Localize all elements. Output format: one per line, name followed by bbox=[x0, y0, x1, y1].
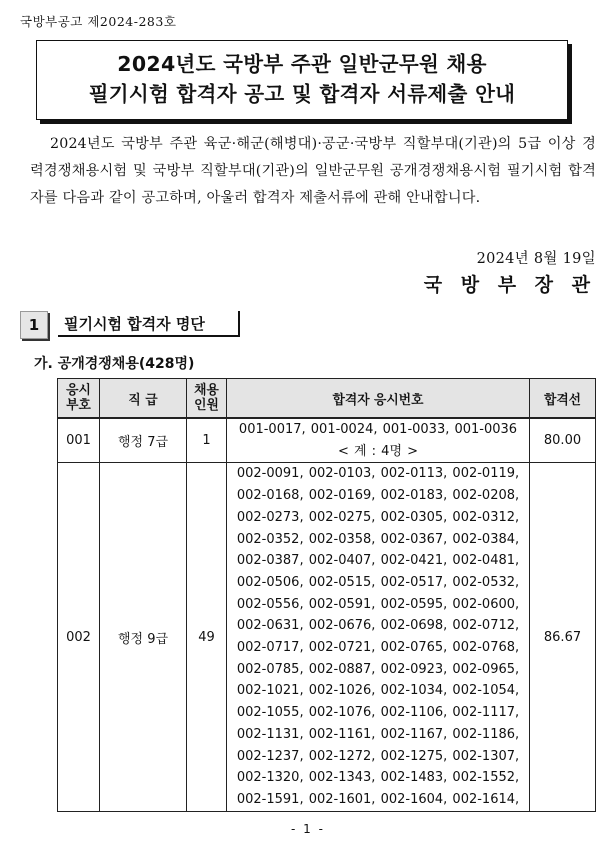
passer-number-line: 002-1021, 002-1026, 002-1034, 002-1054, bbox=[236, 683, 520, 699]
header-cutoff: 합격선 bbox=[530, 379, 596, 419]
header-exam-code-line1: 응시 bbox=[66, 383, 91, 398]
cell-exam-code: 001 bbox=[58, 418, 100, 463]
cell-passer-numbers bbox=[227, 463, 530, 811]
passer-number-line: 002-1591, 002-1601, 002-1604, 002-1614, bbox=[236, 791, 520, 807]
cell-rank: 행정 9급 bbox=[100, 463, 187, 811]
passer-number-line: 002-0785, 002-0887, 002-0923, 002-0965, bbox=[236, 661, 520, 677]
passer-number-line: 002-0168, 002-0169, 002-0183, 002-0208, bbox=[236, 488, 520, 504]
table-row bbox=[58, 463, 596, 811]
header-exam-code bbox=[58, 379, 100, 419]
table-row bbox=[58, 418, 596, 463]
passer-number-line: 002-1320, 002-1343, 002-1483, 002-1552, bbox=[236, 770, 520, 786]
cell-cutoff: 86.67 bbox=[530, 463, 596, 811]
header-hires-line2: 인원 bbox=[194, 398, 219, 413]
passer-number-line: 002-0273, 002-0275, 002-0305, 002-0312, bbox=[236, 509, 520, 525]
header-exam-code-line2: 부호 bbox=[66, 398, 91, 413]
section-label: 필기시험 합격자 명단 bbox=[58, 311, 240, 337]
passer-number-line: 002-0631, 002-0676, 002-0698, 002-0712, bbox=[236, 618, 520, 634]
notice-number: 국방부공고 제2024-283호 bbox=[20, 14, 177, 29]
cell-passer-numbers bbox=[227, 418, 530, 463]
passer-number-line: 002-1131, 002-1161, 002-1167, 002-1186, bbox=[236, 726, 520, 742]
intro-paragraph: 2024년도 국방부 주관 육군·해군(해병대)·공군·국방부 직할부대(기관)의 5급 이상 경력경쟁채용시험 및 국방부 직할부대(기관)의 일반군무원 공개경쟁채용시험 필기시험 합격자를 다음과 같이 공고하며, 아울러 합격자 제출서류에 관해 안내합니다. bbox=[30, 136, 596, 206]
passer-number-line: 001-0017, 001-0024, 001-0033, 001-0036 bbox=[238, 422, 518, 437]
table-header-row bbox=[58, 379, 596, 419]
page-number: - 1 - bbox=[291, 822, 325, 836]
header-hires bbox=[187, 379, 227, 419]
cell-cutoff: 80.00 bbox=[530, 418, 596, 463]
cell-hires: 49 bbox=[187, 463, 227, 811]
subsection-heading: 가. 공개경쟁채용(428명) bbox=[34, 356, 195, 372]
title-box bbox=[36, 40, 568, 120]
header-hires-line1: 채용 bbox=[194, 383, 219, 398]
issuer-name: 국 방 부 장 관 bbox=[423, 274, 596, 296]
passer-number-line: 002-0556, 002-0591, 002-0595, 002-0600, bbox=[236, 596, 520, 612]
cell-hires: 1 bbox=[187, 418, 227, 463]
title-line-2: 필기시험 합격자 공고 및 합격자 서류제출 안내 bbox=[88, 82, 516, 106]
passer-number-line: 002-0352, 002-0358, 002-0367, 002-0384, bbox=[236, 531, 520, 547]
passer-table bbox=[57, 378, 596, 812]
cell-rank: 행정 7급 bbox=[100, 418, 187, 463]
passer-number-line: 002-1237, 002-1272, 002-1275, 002-1307, bbox=[236, 748, 520, 764]
passer-number-line: 002-0506, 002-0515, 002-0517, 002-0532, bbox=[236, 574, 520, 590]
passer-number-line: 002-0717, 002-0721, 002-0765, 002-0768, bbox=[236, 640, 520, 656]
notice-date: 2024년 8월 19일 bbox=[476, 251, 596, 267]
title-line-1: 2024년도 국방부 주관 일반군무원 채용 bbox=[117, 52, 487, 76]
cell-exam-code: 002 bbox=[58, 463, 100, 811]
passer-number-line: 002-0387, 002-0407, 002-0421, 002-0481, bbox=[236, 553, 520, 569]
passer-number-line: 002-0091, 002-0103, 002-0113, 002-0119, bbox=[236, 466, 520, 482]
section-number-badge: 1 bbox=[20, 311, 48, 339]
passer-number-line: 002-1055, 002-1076, 002-1106, 002-1117, bbox=[236, 705, 520, 721]
header-numbers: 합격자 응시번호 bbox=[227, 379, 530, 419]
header-rank: 직 급 bbox=[100, 379, 187, 419]
passer-number-line: < 계 : 4명 > bbox=[337, 443, 419, 459]
